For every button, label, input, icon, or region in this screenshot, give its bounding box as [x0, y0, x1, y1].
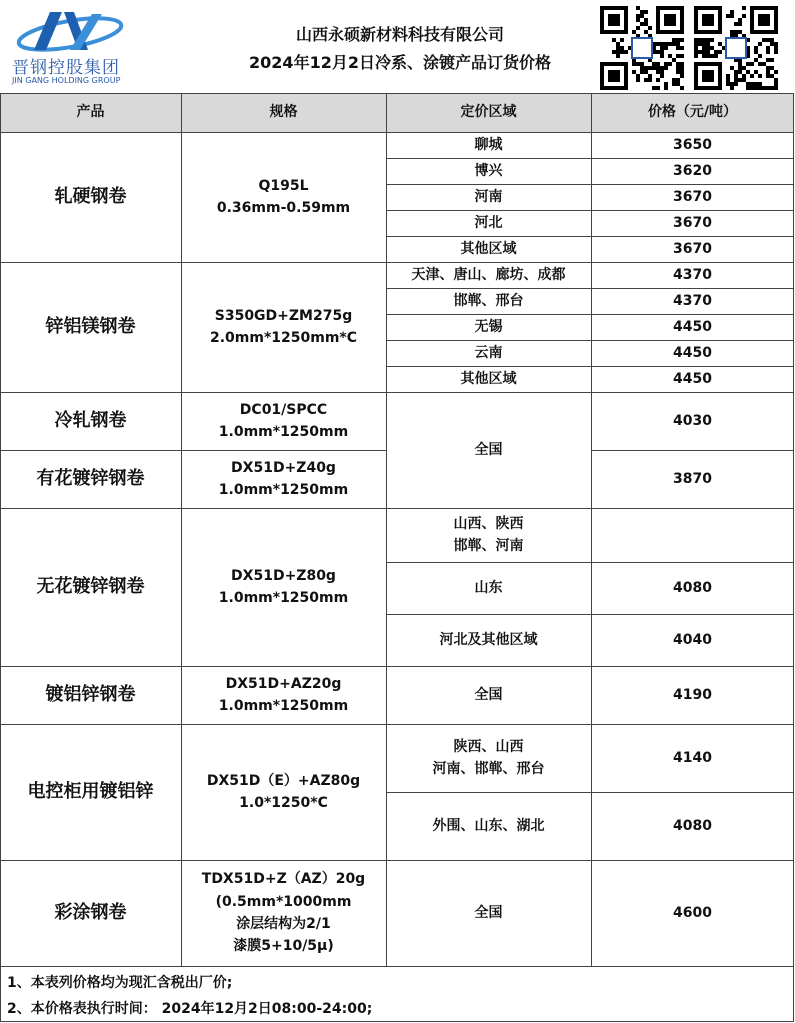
grid-line-horizontal — [591, 450, 794, 451]
product-spec — [181, 262, 386, 392]
grid-line-horizontal — [0, 724, 794, 725]
price-value: 3650 — [673, 136, 712, 153]
cell-line: 其他区域 — [460, 240, 517, 257]
cell-line: 天津、唐山、廊坊、成都 — [411, 266, 566, 283]
price-value: 3670 — [673, 188, 712, 205]
pricing-region — [386, 366, 591, 392]
price-value: 4140 — [673, 749, 712, 766]
cell-line: 1.0mm*1250mm — [218, 590, 349, 606]
grid-line-vertical — [0, 93, 1, 966]
cell-line: 全国 — [474, 904, 503, 921]
cell-line: 云南 — [474, 344, 503, 361]
product-name: 冷轧钢卷 — [54, 409, 127, 431]
sheet-title: 2024年12月2日冷系、涂镀产品订货价格 — [249, 53, 551, 72]
cell-line: DC01/SPCC — [239, 401, 328, 418]
grid-line-horizontal — [0, 450, 386, 451]
cell-line: 漆膜5+10/5μ) — [233, 938, 334, 955]
cell-line: 山西、陕西 — [453, 515, 524, 532]
qr-code-icon — [600, 6, 684, 90]
cell-line: 河南 — [474, 188, 503, 205]
grid-line-horizontal — [0, 860, 794, 861]
pricing-region — [386, 392, 591, 508]
product-spec — [181, 392, 386, 450]
sheet-header — [0, 0, 794, 94]
product-spec — [181, 450, 386, 508]
price-value: 4450 — [673, 318, 712, 335]
cell-line: DX51D+Z80g — [231, 567, 336, 584]
cell-line: 1.0mm*1250mm — [218, 698, 349, 714]
grid-line-horizontal — [386, 236, 794, 237]
price-value: 4600 — [673, 904, 712, 921]
price-value: 3670 — [673, 214, 712, 231]
product-name: 锌铝镁钢卷 — [45, 315, 136, 337]
pricing-region — [386, 508, 591, 562]
price-value: 4190 — [673, 686, 712, 703]
price-header: 价格（元/吨） — [591, 93, 794, 132]
cell-line: 1.0mm*1250mm — [218, 424, 349, 440]
grid-line-horizontal — [386, 614, 794, 615]
product-spec — [181, 666, 386, 724]
grid-line-horizontal — [0, 392, 794, 393]
notes-section — [0, 966, 794, 1022]
price-value: 3620 — [673, 162, 712, 179]
grid-line-horizontal — [0, 93, 794, 94]
product-name: 轧硬钢卷 — [54, 185, 127, 207]
pricing-region — [386, 132, 591, 158]
grid-line-horizontal — [386, 288, 794, 289]
grid-line-horizontal — [386, 158, 794, 159]
product-name: 电控柜用镀铝锌 — [27, 780, 154, 802]
grid-line-vertical — [386, 93, 387, 966]
pricing-region — [386, 210, 591, 236]
product-name: 无花镀锌钢卷 — [36, 575, 145, 597]
grid-line-horizontal — [386, 562, 794, 563]
company-name: 山西永硕新材料科技有限公司 — [295, 25, 504, 44]
cell-line: 无锡 — [474, 318, 503, 335]
cell-line: Q195L — [258, 177, 309, 194]
product-name: 镀铝锌钢卷 — [45, 683, 136, 705]
price-table — [0, 93, 794, 1022]
pricing-region — [386, 724, 591, 792]
spec-header: 规格 — [181, 93, 386, 132]
product-spec — [181, 132, 386, 262]
grid-line-horizontal — [386, 366, 794, 367]
grid-line-horizontal — [386, 210, 794, 211]
product-spec — [181, 860, 386, 966]
price-value: 4450 — [673, 370, 712, 387]
cell-line: 0.36mm-0.59mm — [216, 200, 351, 216]
grid-line-vertical — [181, 93, 182, 966]
grid-line-horizontal — [386, 184, 794, 185]
cell-line: 2.0mm*1250mm*C — [209, 330, 358, 346]
qr-code-icon — [694, 6, 778, 90]
price-value: 4040 — [673, 631, 712, 648]
logo-english-text: JIN GANG HOLDING GROUP — [12, 76, 121, 85]
cell-line: 邯郸、邢台 — [453, 292, 524, 309]
cell-line: 外围、山东、湖北 — [432, 817, 545, 834]
cell-line: 河北 — [474, 214, 503, 231]
cell-line: 1.0*1250*C — [239, 795, 328, 811]
product-header: 产品 — [0, 93, 181, 132]
price-value: 4450 — [673, 344, 712, 361]
cell-line: 全国 — [474, 686, 503, 703]
pricing-region — [386, 562, 591, 614]
region-header: 定价区域 — [386, 93, 591, 132]
cell-line: DX51D+AZ20g — [225, 675, 342, 692]
price-value: 3870 — [673, 470, 712, 487]
cell-line: 涂层结构为2/1 — [236, 916, 331, 932]
cell-line: 邯郸、河南 — [453, 538, 524, 554]
cell-line: 其他区域 — [460, 370, 517, 387]
note-line: 2、本价格表执行时间： 2024年12月2日08:00-24:00; — [7, 1001, 373, 1017]
cell-line: DX51D（E）+AZ80g — [206, 772, 361, 789]
pricing-region — [386, 262, 591, 288]
grid-line-horizontal — [0, 132, 794, 133]
cell-line: TDX51D+Z（AZ）20g — [201, 871, 366, 888]
product-name: 彩涂钢卷 — [54, 901, 127, 923]
price-value: 4370 — [673, 266, 712, 283]
price-value: 4080 — [673, 579, 712, 596]
grid-line-horizontal — [386, 792, 794, 793]
price-value — [591, 508, 794, 562]
product-name: 有花镀锌钢卷 — [36, 467, 145, 489]
pricing-region — [386, 184, 591, 210]
price-value: 3670 — [673, 240, 712, 257]
cell-line: S350GD+ZM275g — [214, 307, 353, 324]
pricing-region — [386, 614, 591, 666]
cell-line: 博兴 — [474, 162, 503, 179]
grid-line-horizontal — [0, 262, 794, 263]
pricing-region — [386, 288, 591, 314]
pricing-region — [386, 792, 591, 860]
pricing-region — [386, 314, 591, 340]
pricing-region — [386, 860, 591, 966]
pricing-region — [386, 666, 591, 724]
cell-line: 河南、邯郸、邢台 — [432, 761, 545, 777]
cell-line: 全国 — [474, 441, 503, 458]
product-spec — [181, 508, 386, 666]
grid-line-vertical — [793, 93, 794, 966]
price-value: 4030 — [673, 412, 712, 429]
grid-line-horizontal — [0, 508, 794, 509]
cell-line: 陕西、山西 — [453, 738, 524, 755]
cell-line: 山东 — [474, 579, 503, 596]
pricing-region — [386, 236, 591, 262]
cell-line: 1.0mm*1250mm — [218, 482, 349, 498]
grid-line-horizontal — [0, 666, 794, 667]
grid-line-horizontal — [386, 314, 794, 315]
price-value: 4370 — [673, 292, 712, 309]
cell-line: (0.5mm*1000mm — [215, 893, 352, 910]
pricing-region — [386, 340, 591, 366]
cell-line: 聊城 — [474, 136, 503, 153]
grid-line-vertical — [591, 93, 592, 966]
pricing-region — [386, 158, 591, 184]
product-spec — [181, 724, 386, 860]
cell-line: DX51D+Z40g — [231, 459, 336, 476]
price-value: 4080 — [673, 817, 712, 834]
cell-line: 河北及其他区域 — [439, 631, 538, 648]
grid-line-horizontal — [386, 340, 794, 341]
logo-chinese-text: 晋钢控股集团 — [12, 58, 120, 78]
note-line: 1、本表列价格均为现汇含税出厂价; — [7, 975, 233, 991]
